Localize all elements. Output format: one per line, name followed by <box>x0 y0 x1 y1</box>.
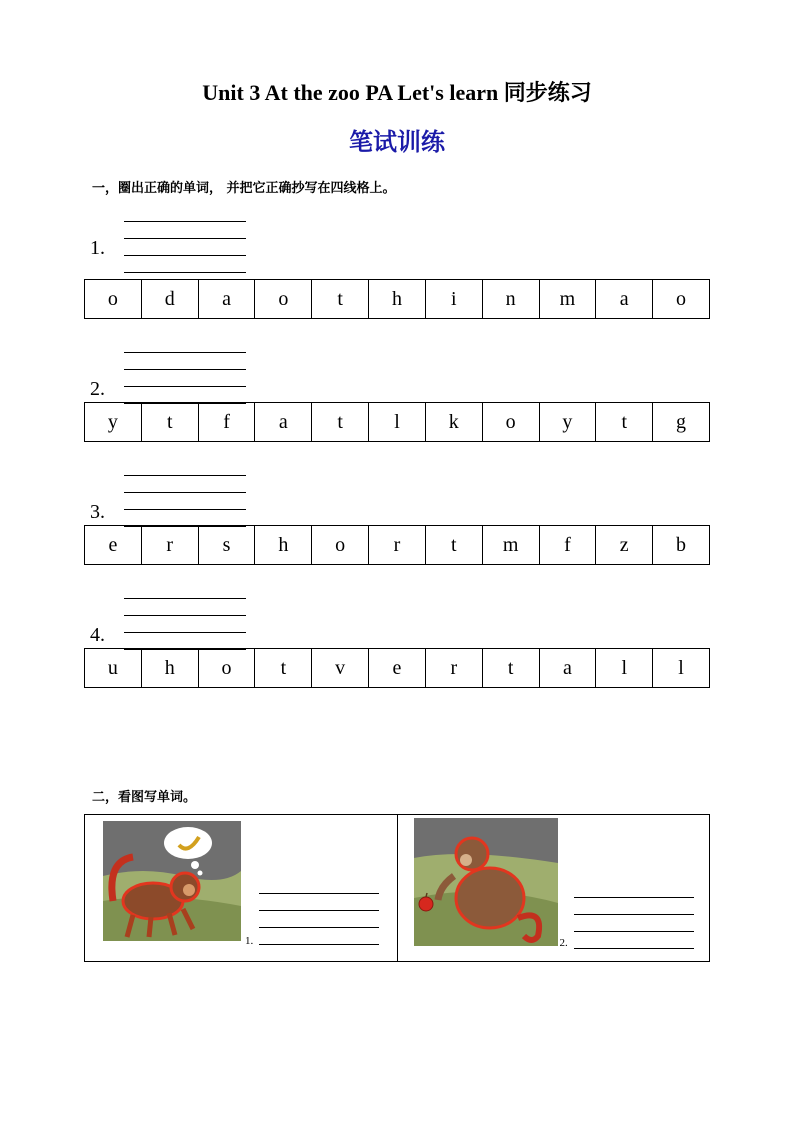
exercise-number: 3. <box>90 501 105 523</box>
letter-grid <box>84 648 710 688</box>
letter-grid <box>84 402 710 442</box>
letter-cell[interactable]: t <box>596 403 653 441</box>
letter-cell[interactable]: l <box>369 403 426 441</box>
letter-cell[interactable]: f <box>540 526 597 564</box>
item-number: 2. <box>559 937 568 949</box>
letter-cell[interactable]: y <box>540 403 597 441</box>
letter-cell[interactable]: o <box>199 649 256 687</box>
letter-cell[interactable]: h <box>369 280 426 318</box>
letter-cell[interactable]: o <box>85 280 142 318</box>
exercise-number: 2. <box>90 378 105 400</box>
letter-cell[interactable]: t <box>142 403 199 441</box>
letter-cell[interactable]: h <box>142 649 199 687</box>
letter-cell[interactable]: r <box>369 526 426 564</box>
letter-cell[interactable]: a <box>540 649 597 687</box>
picture-item-1 <box>85 815 397 961</box>
letter-cell[interactable]: f <box>199 403 256 441</box>
letter-cell[interactable]: b <box>676 534 687 556</box>
letter-cell[interactable]: o <box>255 280 312 318</box>
exercise-number: 4. <box>90 624 105 646</box>
section1-heading: 一，圈出正确的单词， 并把它正确抄写在四线格上。 <box>92 181 396 196</box>
letter-cell[interactable]: t <box>312 280 369 318</box>
letter-cell[interactable]: z <box>596 526 653 564</box>
four-line-grid[interactable] <box>124 459 246 527</box>
letter-cell[interactable]: r <box>426 649 483 687</box>
picture-box <box>84 814 710 962</box>
letter-cell[interactable]: m <box>483 526 540 564</box>
letter-cell[interactable]: o <box>483 403 540 441</box>
letter-cell[interactable]: a <box>255 403 312 441</box>
answer-lines[interactable] <box>259 877 379 945</box>
letter-cell[interactable]: e <box>369 649 426 687</box>
letter-cell[interactable]: i <box>426 280 483 318</box>
letter-grid <box>84 279 710 319</box>
letter-cell[interactable]: n <box>483 280 540 318</box>
letter-cell[interactable]: l <box>596 649 653 687</box>
page-title: Unit 3 At the zoo PA Let's learn 同步练习 <box>202 80 592 105</box>
letter-cell[interactable]: o <box>312 526 369 564</box>
letter-cell[interactable]: l <box>678 657 684 679</box>
letter-cell[interactable]: v <box>312 649 369 687</box>
exercise-number: 1. <box>90 237 105 259</box>
letter-cell[interactable]: s <box>199 526 256 564</box>
letter-cell[interactable]: t <box>312 403 369 441</box>
answer-lines[interactable] <box>574 881 694 949</box>
four-line-grid[interactable] <box>124 336 246 404</box>
letter-cell[interactable]: a <box>199 280 256 318</box>
letter-cell[interactable]: t <box>255 649 312 687</box>
letter-cell[interactable]: a <box>596 280 653 318</box>
monkey-banana-picture <box>103 821 241 941</box>
four-line-grid[interactable] <box>124 582 246 650</box>
item-number: 1. <box>245 935 254 947</box>
section2-heading: 二，看图写单词。 <box>92 790 197 805</box>
page-subtitle: 笔试训练 <box>349 128 445 156</box>
letter-cell[interactable]: y <box>85 403 142 441</box>
letter-cell[interactable]: u <box>85 649 142 687</box>
letter-cell[interactable]: t <box>483 649 540 687</box>
letter-cell[interactable]: e <box>85 526 142 564</box>
letter-cell[interactable]: h <box>255 526 312 564</box>
letter-cell[interactable]: g <box>676 411 687 433</box>
letter-cell[interactable]: r <box>142 526 199 564</box>
letter-cell[interactable]: m <box>540 280 597 318</box>
letter-cell[interactable]: o <box>676 288 687 310</box>
exercise-4 <box>84 592 710 764</box>
letter-cell[interactable]: t <box>426 526 483 564</box>
four-line-grid[interactable] <box>124 205 246 273</box>
letter-grid <box>84 525 710 565</box>
letter-cell[interactable]: k <box>426 403 483 441</box>
picture-item-2 <box>397 815 710 961</box>
monkey-apple-picture <box>414 818 558 946</box>
letter-cell[interactable]: d <box>142 280 199 318</box>
